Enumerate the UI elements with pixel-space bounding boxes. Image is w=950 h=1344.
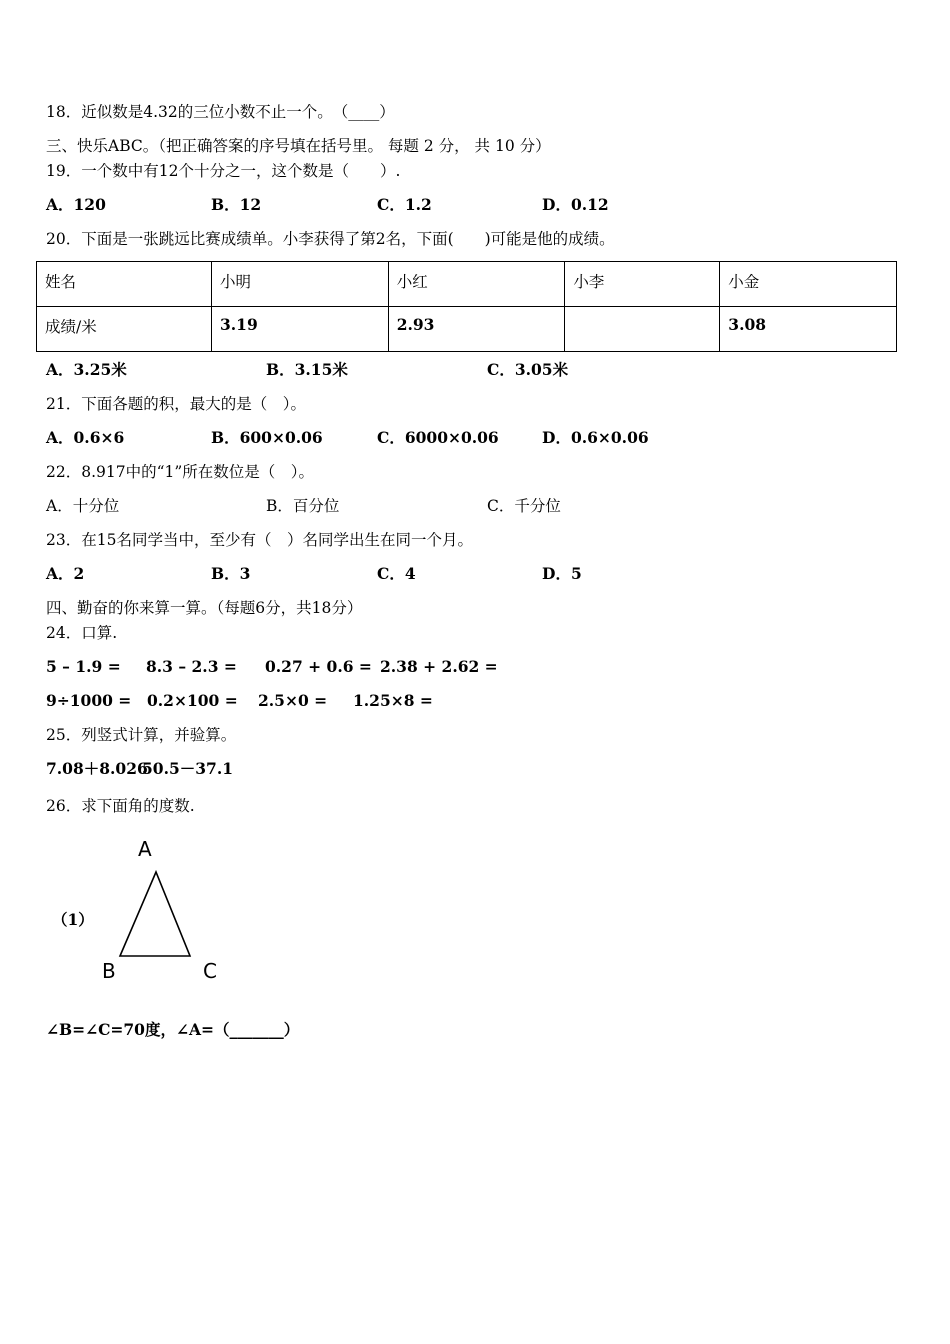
vertical-calc-row <box>46 759 906 779</box>
table-cell: 小明 <box>212 262 389 307</box>
vertical-calc-item: 7.08＋8.026 <box>46 759 148 778</box>
mental-math-item: 8.3 – 2.3 = <box>146 657 237 676</box>
score-table <box>36 261 897 352</box>
vertex-label-a: A <box>138 837 152 861</box>
question-21-options <box>46 428 906 448</box>
q22-option-a: A．十分位 <box>46 497 120 515</box>
table-cell: 3.08 <box>720 307 897 352</box>
q21-option-c: C．6000×0.06 <box>377 428 499 447</box>
question-19-options <box>46 195 906 215</box>
question-25-stem: 25．列竖式计算，并验算。 <box>46 726 237 744</box>
question-26-stem: 26．求下面角的度数. <box>46 797 195 815</box>
q19-option-b: B．12 <box>211 195 262 214</box>
section-4-heading: 四、勤奋的你来算一算。（每题6分，共18分） <box>46 599 363 617</box>
q20-option-c: C．3.05米 <box>487 360 569 379</box>
q20-option-b: B．3.15米 <box>266 360 348 379</box>
mental-math-item: 2.38 + 2.62 = <box>380 657 498 676</box>
question-22-stem: 22．8.917中的“1”所在数位是（ ）。 <box>46 463 315 481</box>
mental-math-row-1 <box>46 657 906 677</box>
triangle-shape <box>120 872 190 956</box>
mental-math-item: 2.5×0 = <box>258 691 328 710</box>
mental-math-item: 5 – 1.9 = <box>46 657 121 676</box>
vertex-label-b: B <box>102 959 116 983</box>
table-cell: 成绩/米 <box>37 307 212 352</box>
q23-option-b: B．3 <box>211 564 251 583</box>
q19-option-a: A．120 <box>46 195 106 214</box>
q23-option-a: A．2 <box>46 564 85 583</box>
table-cell <box>565 307 720 352</box>
triangle-figure <box>40 830 240 1000</box>
q19-option-d: D．0.12 <box>542 195 609 214</box>
mental-math-row-2 <box>46 691 906 711</box>
question-21-stem: 21．下面各题的积，最大的是（ ）。 <box>46 395 306 413</box>
question-23-stem: 23．在15名同学当中，至少有（ ）名同学出生在同一个月。 <box>46 531 473 549</box>
question-20-options <box>46 360 906 380</box>
section-3-heading: 三、快乐ABC。（把正确答案的序号填在括号里。 每题 2 分， 共 10 分） <box>46 137 551 155</box>
table-cell: 3.19 <box>212 307 389 352</box>
table-cell: 2.93 <box>388 307 565 352</box>
table-cell: 姓名 <box>37 262 212 307</box>
question-26-answer: ∠B=∠C=70度，∠A=（_______） <box>46 1020 300 1039</box>
q21-option-d: D．0.6×0.06 <box>542 428 649 447</box>
mental-math-item: 9÷1000 = <box>46 691 132 710</box>
q22-option-c: C．千分位 <box>487 497 561 515</box>
table-cell: 小红 <box>388 262 565 307</box>
q23-option-c: C．4 <box>377 564 416 583</box>
table-cell: 小李 <box>565 262 720 307</box>
table-cell: 小金 <box>720 262 897 307</box>
question-18: 18．近似数是4.32的三位小数不止一个。 （____） <box>46 103 395 121</box>
question-19-stem: 19．一个数中有12个十分之一，这个数是（ ）. <box>46 162 401 180</box>
figure-part-label: （1） <box>52 910 94 929</box>
q21-option-a: A．0.6×6 <box>46 428 125 447</box>
mental-math-item: 0.27 + 0.6 = <box>265 657 372 676</box>
mental-math-item: 1.25×8 = <box>353 691 433 710</box>
mental-math-item: 0.2×100 = <box>147 691 238 710</box>
question-23-options <box>46 564 906 584</box>
q20-option-a: A．3.25米 <box>46 360 127 379</box>
vertex-label-c: C <box>203 959 217 983</box>
q19-option-c: C．1.2 <box>377 195 432 214</box>
question-20-stem: 20．下面是一张跳远比赛成绩单。小李获得了第2名，下面( )可能是他的成绩。 <box>46 230 615 248</box>
q22-option-b: B．百分位 <box>266 497 340 515</box>
q23-option-d: D．5 <box>542 564 582 583</box>
question-24-stem: 24．口算. <box>46 624 118 642</box>
table-row <box>37 307 897 352</box>
vertical-calc-item: 50.5－37.1 <box>142 759 234 778</box>
table-row <box>37 262 897 307</box>
question-22-options <box>46 496 906 516</box>
q21-option-b: B．600×0.06 <box>211 428 323 447</box>
